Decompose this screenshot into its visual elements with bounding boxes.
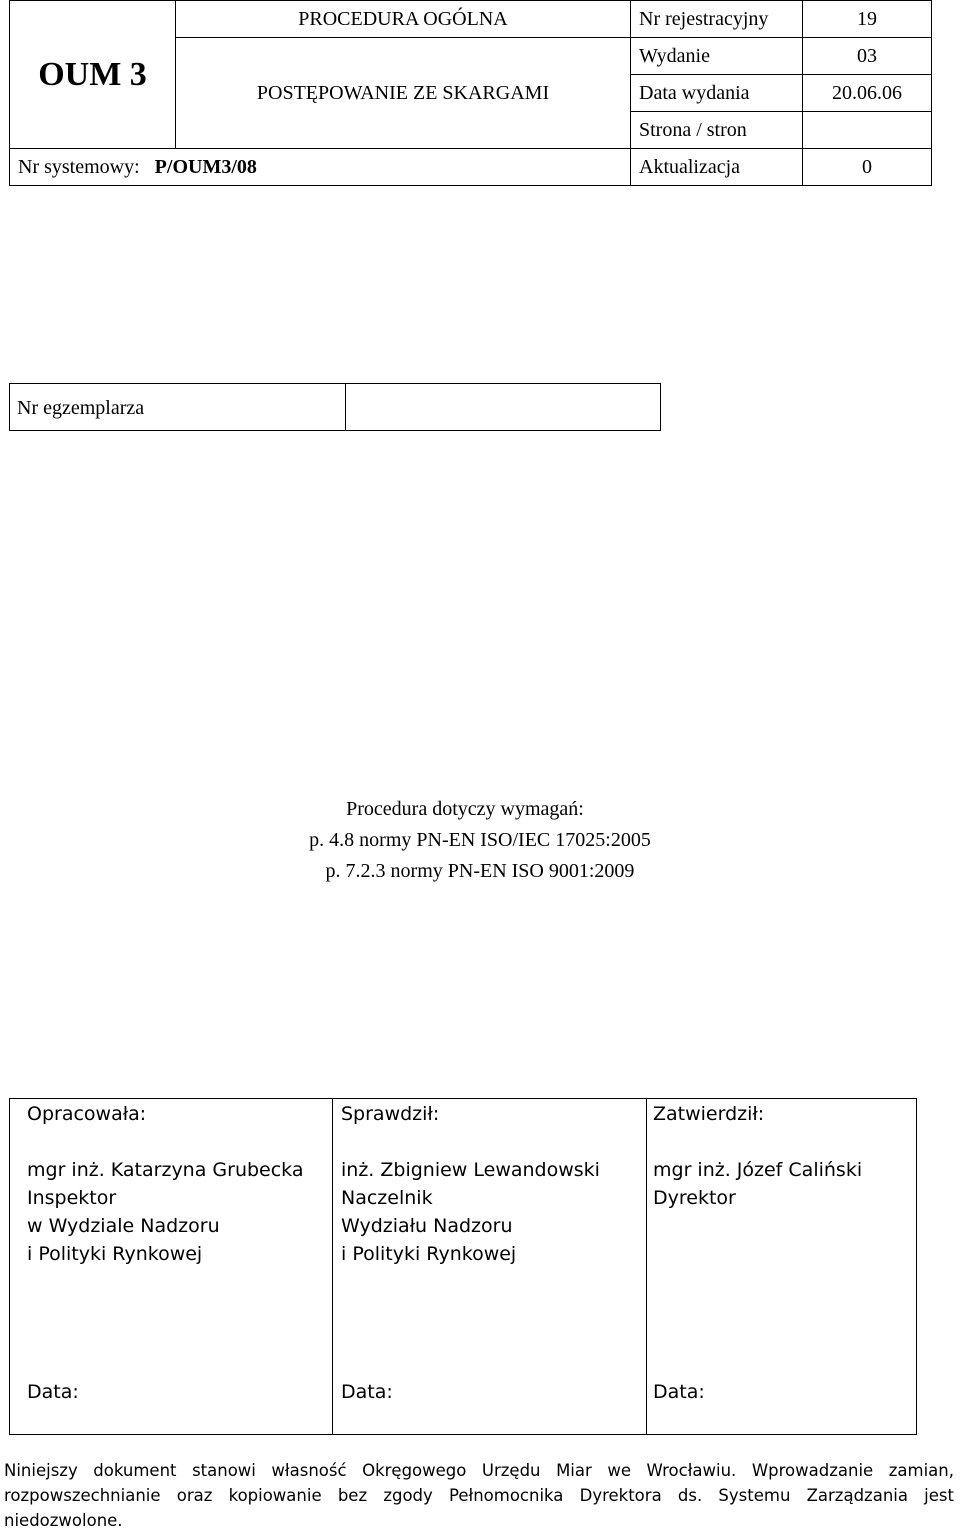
checked-by-department-2: i Polityki Rynkowej bbox=[341, 1243, 517, 1265]
checked-by-date: Data: bbox=[341, 1381, 393, 1403]
registry-label: Nr rejestracyjny bbox=[631, 1, 803, 38]
prepared-by-name: mgr inż. Katarzyna Grubecka bbox=[27, 1159, 304, 1181]
approved-by-date: Data: bbox=[653, 1381, 705, 1403]
checked-by-department: Wydziału Nadzoru bbox=[341, 1215, 513, 1237]
issue-date-label: Data wydania bbox=[631, 75, 803, 112]
edition-value: 03 bbox=[803, 38, 932, 75]
requirements-intro: Procedura dotyczy wymagań: bbox=[346, 798, 584, 820]
procedure-title: POSTĘPOWANIE ZE SKARGAMI bbox=[176, 38, 631, 149]
edition-label: Wydanie bbox=[631, 38, 803, 75]
prepared-by-role: Inspektor bbox=[27, 1187, 117, 1209]
prepared-by-department: w Wydziale Nadzoru bbox=[27, 1215, 220, 1237]
checked-by-name: inż. Zbigniew Lewandowski bbox=[341, 1159, 600, 1181]
prepared-by-department-2: i Polityki Rynkowej bbox=[27, 1243, 203, 1265]
document-header-table bbox=[9, 0, 932, 186]
signatures-table bbox=[9, 1098, 917, 1435]
system-number-value: P/OUM3/08 bbox=[154, 155, 257, 178]
issue-date-value: 20.06.06 bbox=[803, 75, 932, 112]
procedure-type: PROCEDURA OGÓLNA bbox=[176, 1, 631, 38]
requirement-iso-9001: p. 7.2.3 normy PN-EN ISO 9001:2009 bbox=[325, 860, 635, 882]
prepared-by-date: Data: bbox=[27, 1381, 79, 1403]
copy-number-box bbox=[9, 383, 661, 431]
approved-by-column bbox=[646, 1099, 916, 1434]
approved-by-heading: Zatwierdził: bbox=[653, 1103, 765, 1125]
system-number-cell bbox=[10, 149, 631, 186]
procedure-code: OUM 3 bbox=[10, 1, 176, 149]
update-value: 0 bbox=[803, 149, 932, 186]
copy-number-value bbox=[346, 384, 660, 430]
checked-by-role: Naczelnik bbox=[341, 1187, 433, 1209]
system-number-label: Nr systemowy: bbox=[18, 155, 140, 178]
prepared-by-column bbox=[10, 1099, 332, 1434]
registry-value: 19 bbox=[803, 1, 932, 38]
copy-number-label: Nr egzemplarza bbox=[10, 384, 346, 430]
requirements-block bbox=[0, 794, 960, 887]
page-count-value bbox=[803, 112, 932, 149]
checked-by-heading: Sprawdził: bbox=[341, 1103, 440, 1125]
approved-by-role: Dyrektor bbox=[653, 1187, 736, 1209]
page-count-label: Strona / stron bbox=[631, 112, 803, 149]
ownership-notice: Niniejszy dokument stanowi własność Okręgowego Urzędu Miar we Wrocławiu. Wprowadzanie zamian, rozpowszechnianie oraz kopiowanie bez zgody Pełnomocnika Dyrektora ds. Systemu Zarządzania jest niedozwolone. bbox=[4, 1461, 954, 1530]
checked-by-column bbox=[332, 1099, 646, 1434]
update-label: Aktualizacja bbox=[631, 149, 803, 186]
requirement-iso-17025: p. 4.8 normy PN-EN ISO/IEC 17025:2005 bbox=[309, 829, 651, 851]
prepared-by-heading: Opracowała: bbox=[27, 1103, 147, 1125]
approved-by-name: mgr inż. Józef Caliński bbox=[653, 1159, 863, 1181]
